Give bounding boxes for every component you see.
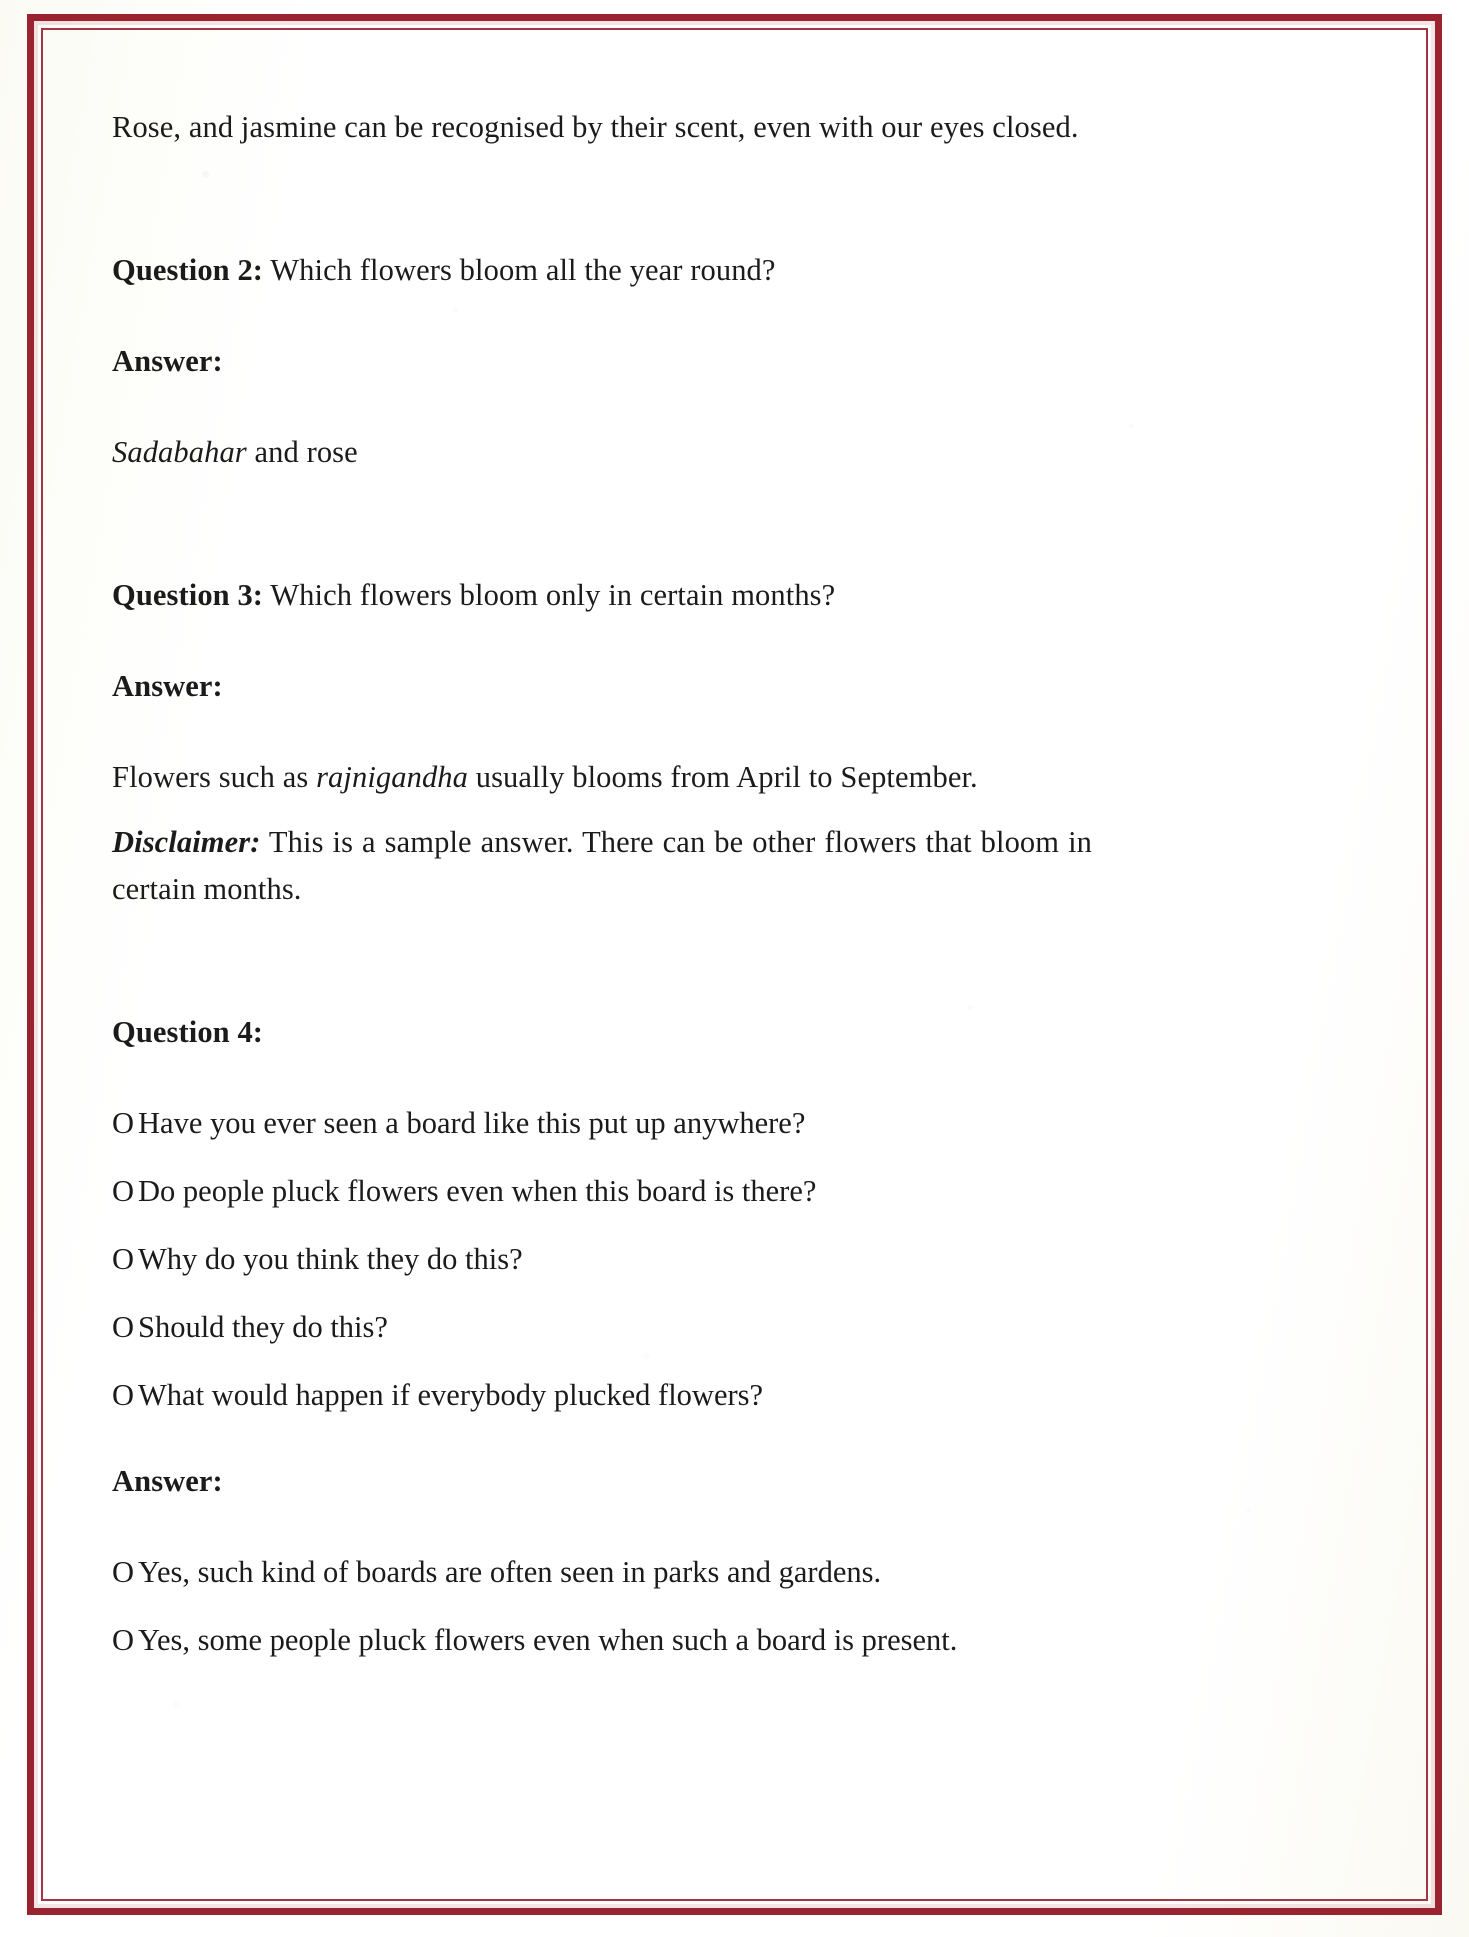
spacer [112, 801, 1092, 819]
question-3-heading [112, 572, 1092, 619]
answer-italic-term: rajnigandha [316, 760, 468, 794]
question-4-heading [112, 1009, 1092, 1056]
list-item-label: Do people pluck flowers even when this board is there? [138, 1174, 817, 1208]
spacer [112, 913, 1092, 1009]
list-item [112, 1549, 1092, 1596]
list-item-label: Should they do this? [138, 1310, 388, 1344]
list-item-label: What would happen if everybody plucked flowers? [138, 1378, 764, 1412]
bullet-marker-icon: O [112, 1174, 135, 1208]
question-3-answer-text [112, 754, 1092, 801]
spacer [112, 619, 1092, 663]
answer-rest-text: and rose [246, 435, 358, 469]
spacer [112, 1505, 1092, 1549]
bullet-marker-icon: O [112, 1242, 135, 1276]
bullet-marker-icon: O [112, 1378, 135, 1412]
question-4-answer-heading [112, 1458, 1092, 1505]
answer-post-text: usually blooms from April to September. [468, 760, 978, 794]
list-item [112, 1372, 1092, 1419]
question-4-label: Question 4: [112, 1015, 264, 1049]
list-item [112, 1617, 1092, 1664]
answer-pre-text: Flowers such as [112, 760, 317, 794]
spacer [112, 151, 1092, 247]
spacer [112, 710, 1092, 754]
bullet-marker-icon: O [112, 1310, 135, 1344]
list-item [112, 1100, 1092, 1147]
document-content [112, 104, 1092, 1685]
disclaimer-text: This is a sample answer. There can be other flowers that bloom in certain months. [112, 825, 1092, 906]
question-2-answer-text [112, 429, 1092, 476]
spacer [112, 1440, 1092, 1458]
list-item [112, 1236, 1092, 1283]
list-item-label: Why do you think they do this? [138, 1242, 523, 1276]
list-item [112, 1168, 1092, 1215]
question-3-answer-heading [112, 663, 1092, 710]
spacer [112, 294, 1092, 338]
disclaimer-label: Disclaimer: [112, 825, 261, 859]
list-item-label: Have you ever seen a board like this put up anywhere? [138, 1106, 806, 1140]
bullet-marker-icon: O [112, 1623, 135, 1657]
answer-label: Answer: [112, 669, 223, 703]
bullet-marker-icon: O [112, 1106, 135, 1140]
question-3-label: Question 3: [112, 578, 264, 612]
question-2-text: Which flowers bloom all the year round? [263, 253, 776, 287]
question-3-disclaimer [112, 819, 1092, 913]
spacer [112, 1056, 1092, 1100]
answer-label: Answer: [112, 344, 223, 378]
bullet-marker-icon: O [112, 1555, 135, 1589]
question-2-label: Question 2: [112, 253, 264, 287]
list-item [112, 1304, 1092, 1351]
question-3-text: Which flowers bloom only in certain months? [263, 578, 836, 612]
list-item-label: Yes, such kind of boards are often seen in parks and gardens. [138, 1555, 882, 1589]
question-2-heading [112, 247, 1092, 294]
answer-italic-term: Sadabahar [112, 435, 247, 469]
answer-label: Answer: [112, 1464, 223, 1498]
spacer [112, 385, 1092, 429]
list-item-label: Yes, some people pluck flowers even when such a board is present. [138, 1623, 958, 1657]
question-2-answer-heading [112, 338, 1092, 385]
intro-paragraph: Rose, and jasmine can be recognised by their scent, even with our eyes closed. [112, 110, 1079, 144]
spacer [112, 476, 1092, 572]
